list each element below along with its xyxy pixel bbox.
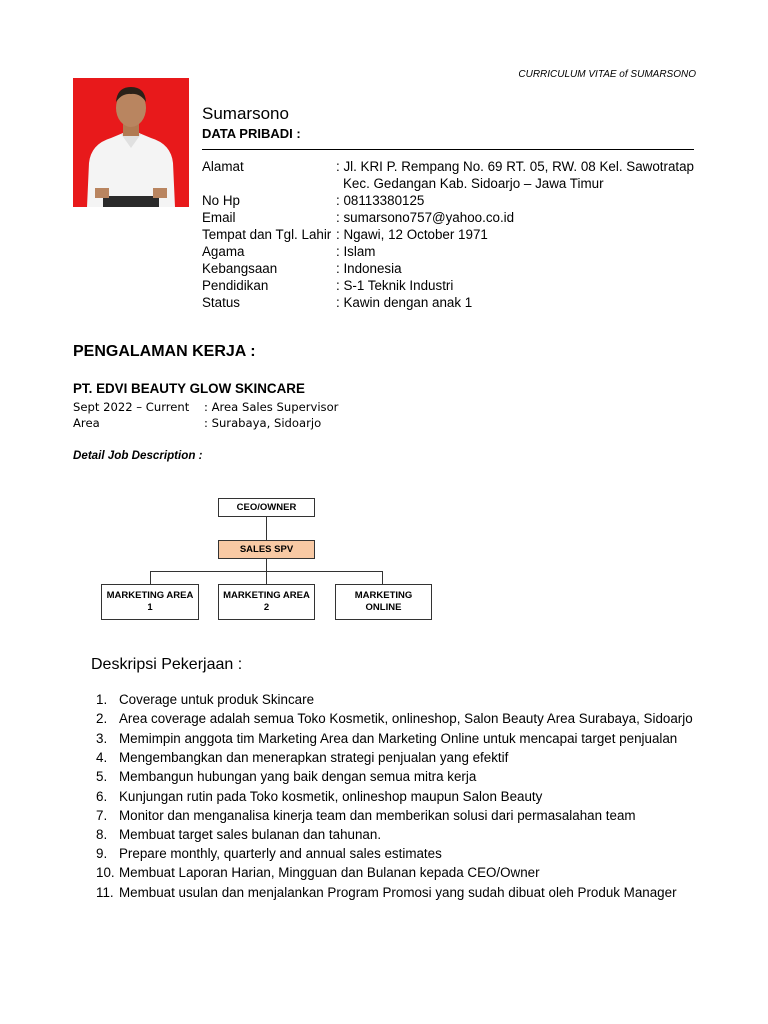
list-number: 11. <box>96 885 114 900</box>
list-number: 3. <box>96 731 108 746</box>
list-text: Area coverage adalah semua Toko Kosmetik, onlineshop, Salon Beauty Area Surabaya, Sidoarjo <box>119 711 693 726</box>
list-text: Prepare monthly, quarterly and annual sales estimates <box>119 846 442 861</box>
job-label: Sept 2022 – Current <box>73 400 190 414</box>
list-text: Memimpin anggota tim Marketing Area dan Marketing Online untuk mencapai target penjualan <box>119 731 678 746</box>
list-text: Kunjungan rutin pada Toko kosmetik, onlineshop maupun Salon Beauty <box>119 789 543 804</box>
org-box-ceo: CEO/OWNER <box>218 498 315 517</box>
org-connector <box>382 571 383 584</box>
org-connector <box>266 516 267 540</box>
info-label: Pendidikan <box>202 278 269 293</box>
list-number: 4. <box>96 750 108 765</box>
info-value: : S-1 Teknik Industri <box>336 278 454 293</box>
org-connector <box>266 571 267 584</box>
org-box-line: 2 <box>263 602 270 613</box>
org-connector <box>150 571 151 584</box>
info-value: : sumarsono757@yahoo.co.id <box>336 210 515 225</box>
org-box-sales-spv: SALES SPV <box>218 540 315 559</box>
list-number: 6. <box>96 789 108 804</box>
list-number: 9. <box>96 846 108 861</box>
info-value: Kec. Gedangan Kab. Sidoarjo – Jawa Timur <box>343 176 604 191</box>
person-silhouette-icon <box>73 78 189 207</box>
info-label: Kebangsaan <box>202 261 278 276</box>
info-label: No Hp <box>202 193 240 208</box>
detail-job-label: Detail Job Description : <box>73 449 203 462</box>
info-label: Alamat <box>202 159 244 174</box>
info-value: : Jl. KRI P. Rempang No. 69 RT. 05, RW. 08 Kel. Sawotratap <box>336 159 695 174</box>
org-box-line: MARKETING AREA <box>223 590 310 601</box>
list-number: 5. <box>96 769 108 784</box>
list-number: 7. <box>96 808 108 823</box>
org-box-marketing-online <box>335 584 432 620</box>
list-number: 1. <box>96 692 108 707</box>
org-box-line: ONLINE <box>365 602 402 613</box>
info-value: : 08113380125 <box>336 193 425 208</box>
list-number: 8. <box>96 827 108 842</box>
list-text: Membuat target sales bulanan dan tahunan. <box>119 827 382 842</box>
org-connector <box>266 558 267 572</box>
job-label: Area <box>73 416 100 430</box>
org-box-marketing-area-1 <box>101 584 199 620</box>
info-label: Tempat dan Tgl. Lahir <box>202 227 332 242</box>
list-text: Membangun hubungan yang baik dengan semua mitra kerja <box>119 769 477 784</box>
header-note: CURRICULUM VITAE of SUMARSONO <box>518 69 696 80</box>
org-box-line: 1 <box>147 602 153 613</box>
profile-photo <box>73 78 189 207</box>
list-number: 2. <box>96 711 108 726</box>
info-value: : Kawin dengan anak 1 <box>336 295 473 310</box>
job-value: : Surabaya, Sidoarjo <box>204 416 322 430</box>
list-text: Membuat Laporan Harian, Mingguan dan Bulanan kepada CEO/Owner <box>119 865 540 880</box>
info-label: Status <box>202 295 240 310</box>
company-name: PT. EDVI BEAUTY GLOW SKINCARE <box>73 381 305 396</box>
job-description-title: Deskripsi Pekerjaan : <box>91 656 243 673</box>
job-value: : Area Sales Supervisor <box>204 400 339 414</box>
section-title-personal: DATA PRIBADI : <box>202 126 301 141</box>
divider <box>202 149 694 150</box>
person-name: Sumarsono <box>202 104 289 123</box>
org-box-line: MARKETING AREA <box>106 590 194 601</box>
list-text: Membuat usulan dan menjalankan Program Promosi yang sudah dibuat oleh Produk Manager <box>119 885 677 900</box>
info-value: : Indonesia <box>336 261 402 276</box>
info-value: : Ngawi, 12 October 1971 <box>336 227 488 242</box>
list-text: Monitor dan menganalisa kinerja team dan memberikan solusi dari permasalahan team <box>119 808 636 823</box>
info-label: Email <box>202 210 236 225</box>
list-text: Mengembangkan dan menerapkan strategi penjualan yang efektif <box>119 750 509 765</box>
list-text: Coverage untuk produk Skincare <box>119 692 315 707</box>
experience-title: PENGALAMAN KERJA : <box>73 343 256 360</box>
org-box-line: MARKETING <box>354 590 413 601</box>
info-value: : Islam <box>336 244 376 259</box>
list-number: 10. <box>96 865 115 880</box>
info-label: Agama <box>202 244 245 259</box>
org-box-marketing-area-2 <box>218 584 315 620</box>
